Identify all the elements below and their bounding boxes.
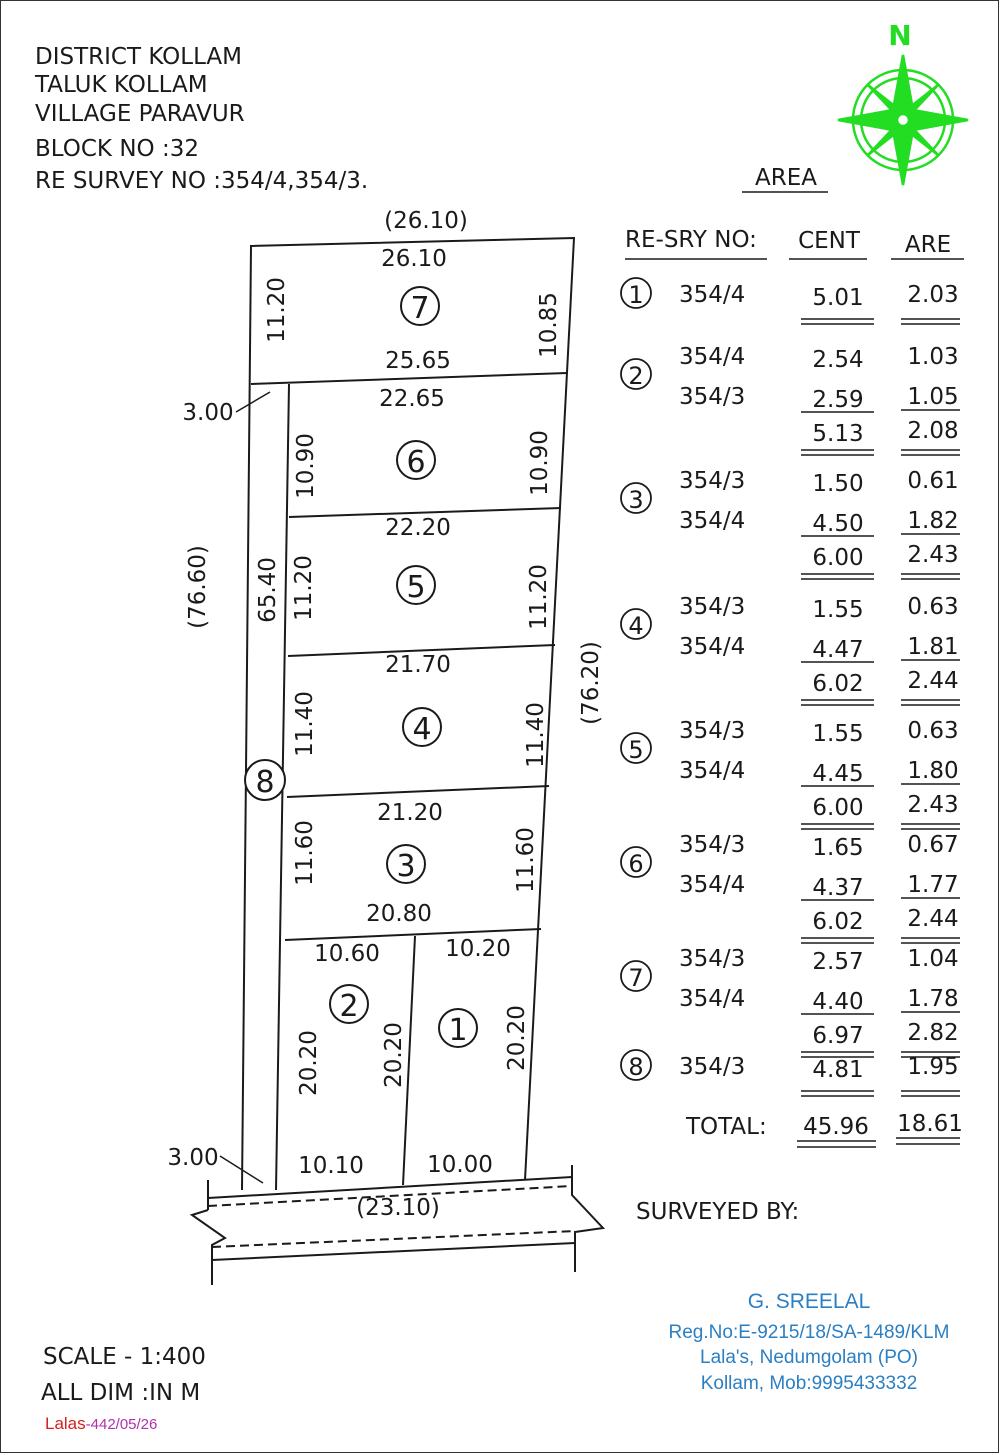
plot7-bottom: 25.65 — [385, 348, 451, 374]
table-total-cent: 6.97 — [812, 1023, 864, 1049]
table-are: 2.03 — [907, 282, 959, 308]
table-cent: 2.59 — [812, 387, 864, 413]
table-sry: 354/3 — [679, 1054, 746, 1080]
table-are: 1.81 — [907, 634, 959, 660]
plot6-left: 10.90 — [293, 433, 319, 499]
table-are: 1.03 — [907, 344, 959, 370]
table-sry: 354/4 — [679, 634, 746, 660]
village-label: VILLAGE PARAVUR — [35, 101, 245, 127]
plot2-top: 10.60 — [314, 941, 380, 967]
table-plot-number: 2 — [628, 362, 644, 390]
plot1-bottom: 10.00 — [427, 1152, 493, 1178]
block-label: BLOCK NO :32 — [35, 136, 199, 162]
table-sry: 354/4 — [679, 508, 746, 534]
stamp — [45, 1414, 157, 1434]
table-are: 1.04 — [907, 946, 959, 972]
table-are: 1.77 — [907, 872, 959, 898]
table-total-are: 2.44 — [907, 668, 959, 694]
plot5-number: 5 — [406, 570, 426, 605]
table-sry: 354/3 — [679, 946, 746, 972]
table-cent: 1.55 — [812, 721, 864, 747]
total-cent: 45.96 — [803, 1114, 869, 1140]
plot5-right: 11.20 — [526, 564, 552, 630]
plot7-right: 10.85 — [536, 292, 562, 358]
plot4-left: 11.40 — [292, 691, 318, 757]
access-width-top: 3.00 — [182, 400, 234, 426]
table-cent: 4.40 — [812, 989, 864, 1015]
plot7-top: 26.10 — [381, 246, 447, 272]
stamp-name: Lalas — [45, 1414, 86, 1433]
table-sry: 354/4 — [679, 872, 746, 898]
taluk-label: TALUK KOLLAM — [35, 72, 208, 98]
column-resry: RE-SRY NO: — [625, 227, 757, 253]
table-total-are: 2.08 — [907, 418, 959, 444]
table-plot-number: 7 — [628, 964, 644, 992]
surveyor-contact: Kollam, Mob:9995433332 — [700, 1373, 918, 1394]
scale-label: SCALE - 1:400 — [43, 1344, 206, 1370]
surveyor-reg: Reg.No:E-9215/18/SA-1489/KLM — [668, 1322, 950, 1343]
table-sry: 354/4 — [679, 282, 746, 308]
table-are: 1.78 — [907, 986, 959, 1012]
table-plot-number: 1 — [628, 281, 644, 309]
table-are: 0.63 — [907, 718, 959, 744]
plot5-left: 11.20 — [291, 555, 317, 621]
plot4-right: 11.40 — [523, 702, 549, 768]
plot3-top: 21.20 — [377, 800, 443, 826]
table-plot-number: 4 — [628, 612, 644, 640]
table-sry: 354/3 — [679, 718, 746, 744]
plot3-bottom: 20.80 — [366, 901, 432, 927]
top-total-dimension: (26.10) — [384, 208, 468, 234]
table-cent: 1.55 — [812, 597, 864, 623]
access-length: 65.40 — [255, 557, 281, 623]
surveyor-name: G. SREELAL — [747, 1290, 871, 1313]
table-cent: 4.81 — [812, 1057, 864, 1083]
table-total-cent: 5.13 — [812, 421, 864, 447]
table-sry: 354/4 — [679, 758, 746, 784]
table-cent: 5.01 — [812, 285, 864, 311]
table-total-cent: 6.00 — [812, 545, 864, 571]
table-total-are: 2.43 — [907, 792, 959, 818]
plot2-bottom: 10.10 — [298, 1153, 364, 1179]
plot7-number: 7 — [410, 291, 430, 326]
access-width-bottom: 3.00 — [167, 1145, 219, 1171]
table-are: 1.05 — [907, 384, 959, 410]
table-total-are: 2.44 — [907, 906, 959, 932]
table-cent: 4.45 — [812, 761, 864, 787]
plot1-number: 1 — [448, 1013, 468, 1048]
table-total-cent: 6.02 — [812, 909, 864, 935]
bottom-total-dimension: (23.10) — [356, 1195, 440, 1221]
table-are: 0.61 — [907, 468, 959, 494]
total-label: TOTAL: — [686, 1114, 767, 1140]
table-sry: 354/4 — [679, 986, 746, 1012]
plot6-right: 10.90 — [527, 430, 553, 496]
table-are: 0.67 — [907, 832, 959, 858]
resurvey-label: RE SURVEY NO :354/4,354/3. — [35, 168, 369, 194]
right-total-dimension: (76.20) — [578, 641, 604, 725]
table-cent: 2.57 — [812, 949, 864, 975]
table-cent: 1.50 — [812, 471, 864, 497]
district-label: DISTRICT KOLLAM — [35, 44, 242, 70]
column-are: ARE — [904, 232, 952, 258]
surveyed-by-label: SURVEYED BY: — [636, 1199, 800, 1225]
plot6-number: 6 — [406, 445, 426, 480]
plot2-right: 20.20 — [381, 1022, 407, 1088]
table-plot-number: 5 — [628, 736, 644, 764]
table-plot-number: 8 — [628, 1053, 644, 1081]
area-table-rows — [621, 278, 960, 1096]
plot2-left: 20.20 — [296, 1030, 322, 1096]
table-are: 0.63 — [907, 594, 959, 620]
table-are: 1.95 — [907, 1054, 959, 1080]
dimension-unit-label: ALL DIM :IN M — [41, 1380, 201, 1406]
plot4-number: 4 — [412, 712, 432, 747]
table-cent: 1.65 — [812, 835, 864, 861]
table-sry: 354/3 — [679, 468, 746, 494]
table-total-are: 2.82 — [907, 1020, 959, 1046]
table-cent: 2.54 — [812, 347, 864, 373]
table-cent: 4.37 — [812, 875, 864, 901]
plot7-left: 11.20 — [264, 277, 290, 343]
plot3-left: 11.60 — [292, 820, 318, 886]
plot3-right: 11.60 — [513, 827, 539, 893]
plot6-top: 22.65 — [379, 386, 445, 412]
table-plot-number: 6 — [628, 850, 644, 878]
plot5-top: 22.20 — [385, 515, 451, 541]
north-label: N — [888, 19, 912, 52]
table-are: 1.82 — [907, 508, 959, 534]
table-total-are: 2.43 — [907, 542, 959, 568]
table-cent: 4.47 — [812, 637, 864, 663]
table-sry: 354/3 — [679, 832, 746, 858]
table-total-cent: 6.02 — [812, 671, 864, 697]
left-total-dimension: (76.60) — [185, 545, 211, 629]
table-total-cent: 6.00 — [812, 795, 864, 821]
plot2-number: 2 — [339, 989, 359, 1024]
plot1-right: 20.20 — [504, 1005, 530, 1071]
plot8-number: 8 — [255, 765, 275, 800]
table-plot-number: 3 — [628, 486, 644, 514]
stamp-code: -442/05/26 — [85, 1416, 158, 1433]
column-cent: CENT — [798, 228, 860, 254]
table-cent: 4.50 — [812, 511, 864, 537]
table-sry: 354/3 — [679, 594, 746, 620]
plot3-number: 3 — [396, 849, 416, 884]
table-sry: 354/4 — [679, 344, 746, 370]
surveyor-address: Lala's, Nedumgolam (PO) — [700, 1347, 918, 1368]
area-title: AREA — [755, 165, 817, 191]
north-compass-icon — [838, 55, 968, 185]
plot1-top: 10.20 — [445, 936, 511, 962]
table-are: 1.80 — [907, 758, 959, 784]
plot4-top: 21.70 — [385, 652, 451, 678]
table-sry: 354/3 — [679, 384, 746, 410]
total-are: 18.61 — [897, 1111, 963, 1137]
